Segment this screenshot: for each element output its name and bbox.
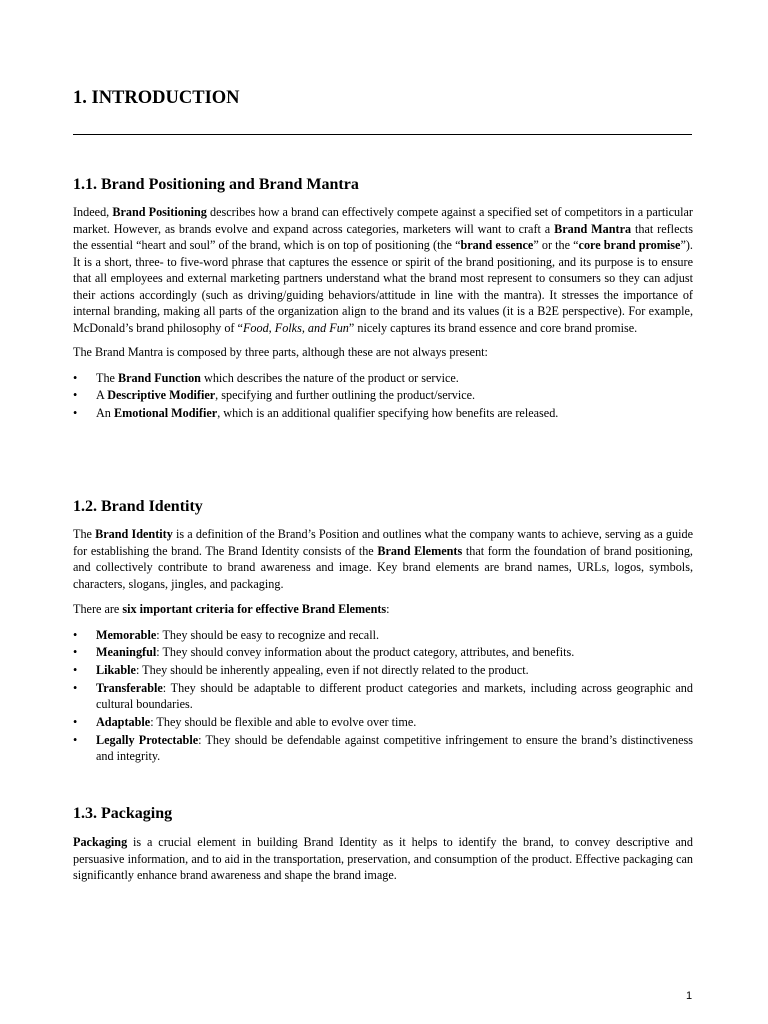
section-brand-identity [73, 526, 693, 766]
list-item: • Memorable: They should be easy to recognize and recall. [73, 627, 693, 644]
section-heading-packaging: 1.3. Packaging [73, 805, 173, 822]
list-item: • A Descriptive Modifier, specifying and further outlining the product/service. [73, 387, 693, 404]
paragraph: Packaging is a crucial element in building Brand Identity as it helps to identify the brand, to convey descriptive and persuasive information, and to aid in the transportation, preservation, and consumption of the product. Effective packaging can significantly enhance brand awareness and shape the brand image. [73, 835, 693, 882]
page-number: 1 [686, 990, 693, 1002]
document-title: 1. INTRODUCTION [73, 88, 240, 108]
paragraph: The Brand Identity is a definition of the Brand’s Position and outlines what the company wants to achieve, serving as a guide for establishing the brand. The Brand Identity consists of the Brand Elements that form the foundation of brand positioning, and collectively contribute to brand awareness and image. Key brand elements are brand names, URLs, logos, symbols, characters, slogans, jingles, and packaging. [73, 527, 693, 591]
list-item: • Legally Protectable: They should be defendable against competitive infringement to ensure the brand’s distinctiveness and integrity. [73, 732, 693, 765]
bullet-list [73, 370, 693, 422]
section-heading-brand-positioning: 1.1. Brand Positioning and Brand Mantra [73, 176, 359, 193]
section-packaging [73, 834, 693, 884]
list-item: • Meaningful: They should convey information about the product category, attributes, and benefits. [73, 644, 693, 661]
list-item: • An Emotional Modifier, which is an additional qualifier specifying how benefits are released. [73, 405, 693, 422]
list-item: • The Brand Function which describes the nature of the product or service. [73, 370, 693, 387]
bullet-list [73, 627, 693, 765]
section-heading-brand-identity: 1.2. Brand Identity [73, 498, 203, 515]
paragraph: The Brand Mantra is composed by three parts, although these are not always present: [73, 345, 488, 359]
list-item: • Adaptable: They should be flexible and able to evolve over time. [73, 714, 693, 731]
section-brand-positioning [73, 204, 693, 423]
paragraph: Indeed, Brand Positioning describes how a brand can effectively compete against a specified set of competitors in a particular market. However, as brands evolve and expand across categories, marketers will want to craft a Brand Mantra that reflects the essential “heart and soul” of the brand, which is on top of positioning (the “brand essence” or the “core brand promise”). It is a short, three- to five-word phrase that captures the essence or spirit of the brand positioning, and its purpose is to ensure that all employees and external marketing partners understand what the brand most represent to consumers so they can adjust their actions accordingly (such as driving/guiding behaviors/attitude in line with the mantra). It stresses the importance of internal branding, making all parts of the organization align to the brand and its values (it is a B2E perspective). For example, McDonald’s brand philosophy of “Food, Folks, and Fun” nicely captures its brand essence and core brand promise. [73, 205, 694, 335]
list-item: • Transferable: They should be adaptable to different product categories and markets, including across geographic and cultural boundaries. [73, 680, 693, 713]
paragraph: There are six important criteria for effective Brand Elements: [73, 602, 390, 616]
title-divider [73, 134, 692, 135]
list-item: • Likable: They should be inherently appealing, even if not directly related to the product. [73, 662, 693, 679]
